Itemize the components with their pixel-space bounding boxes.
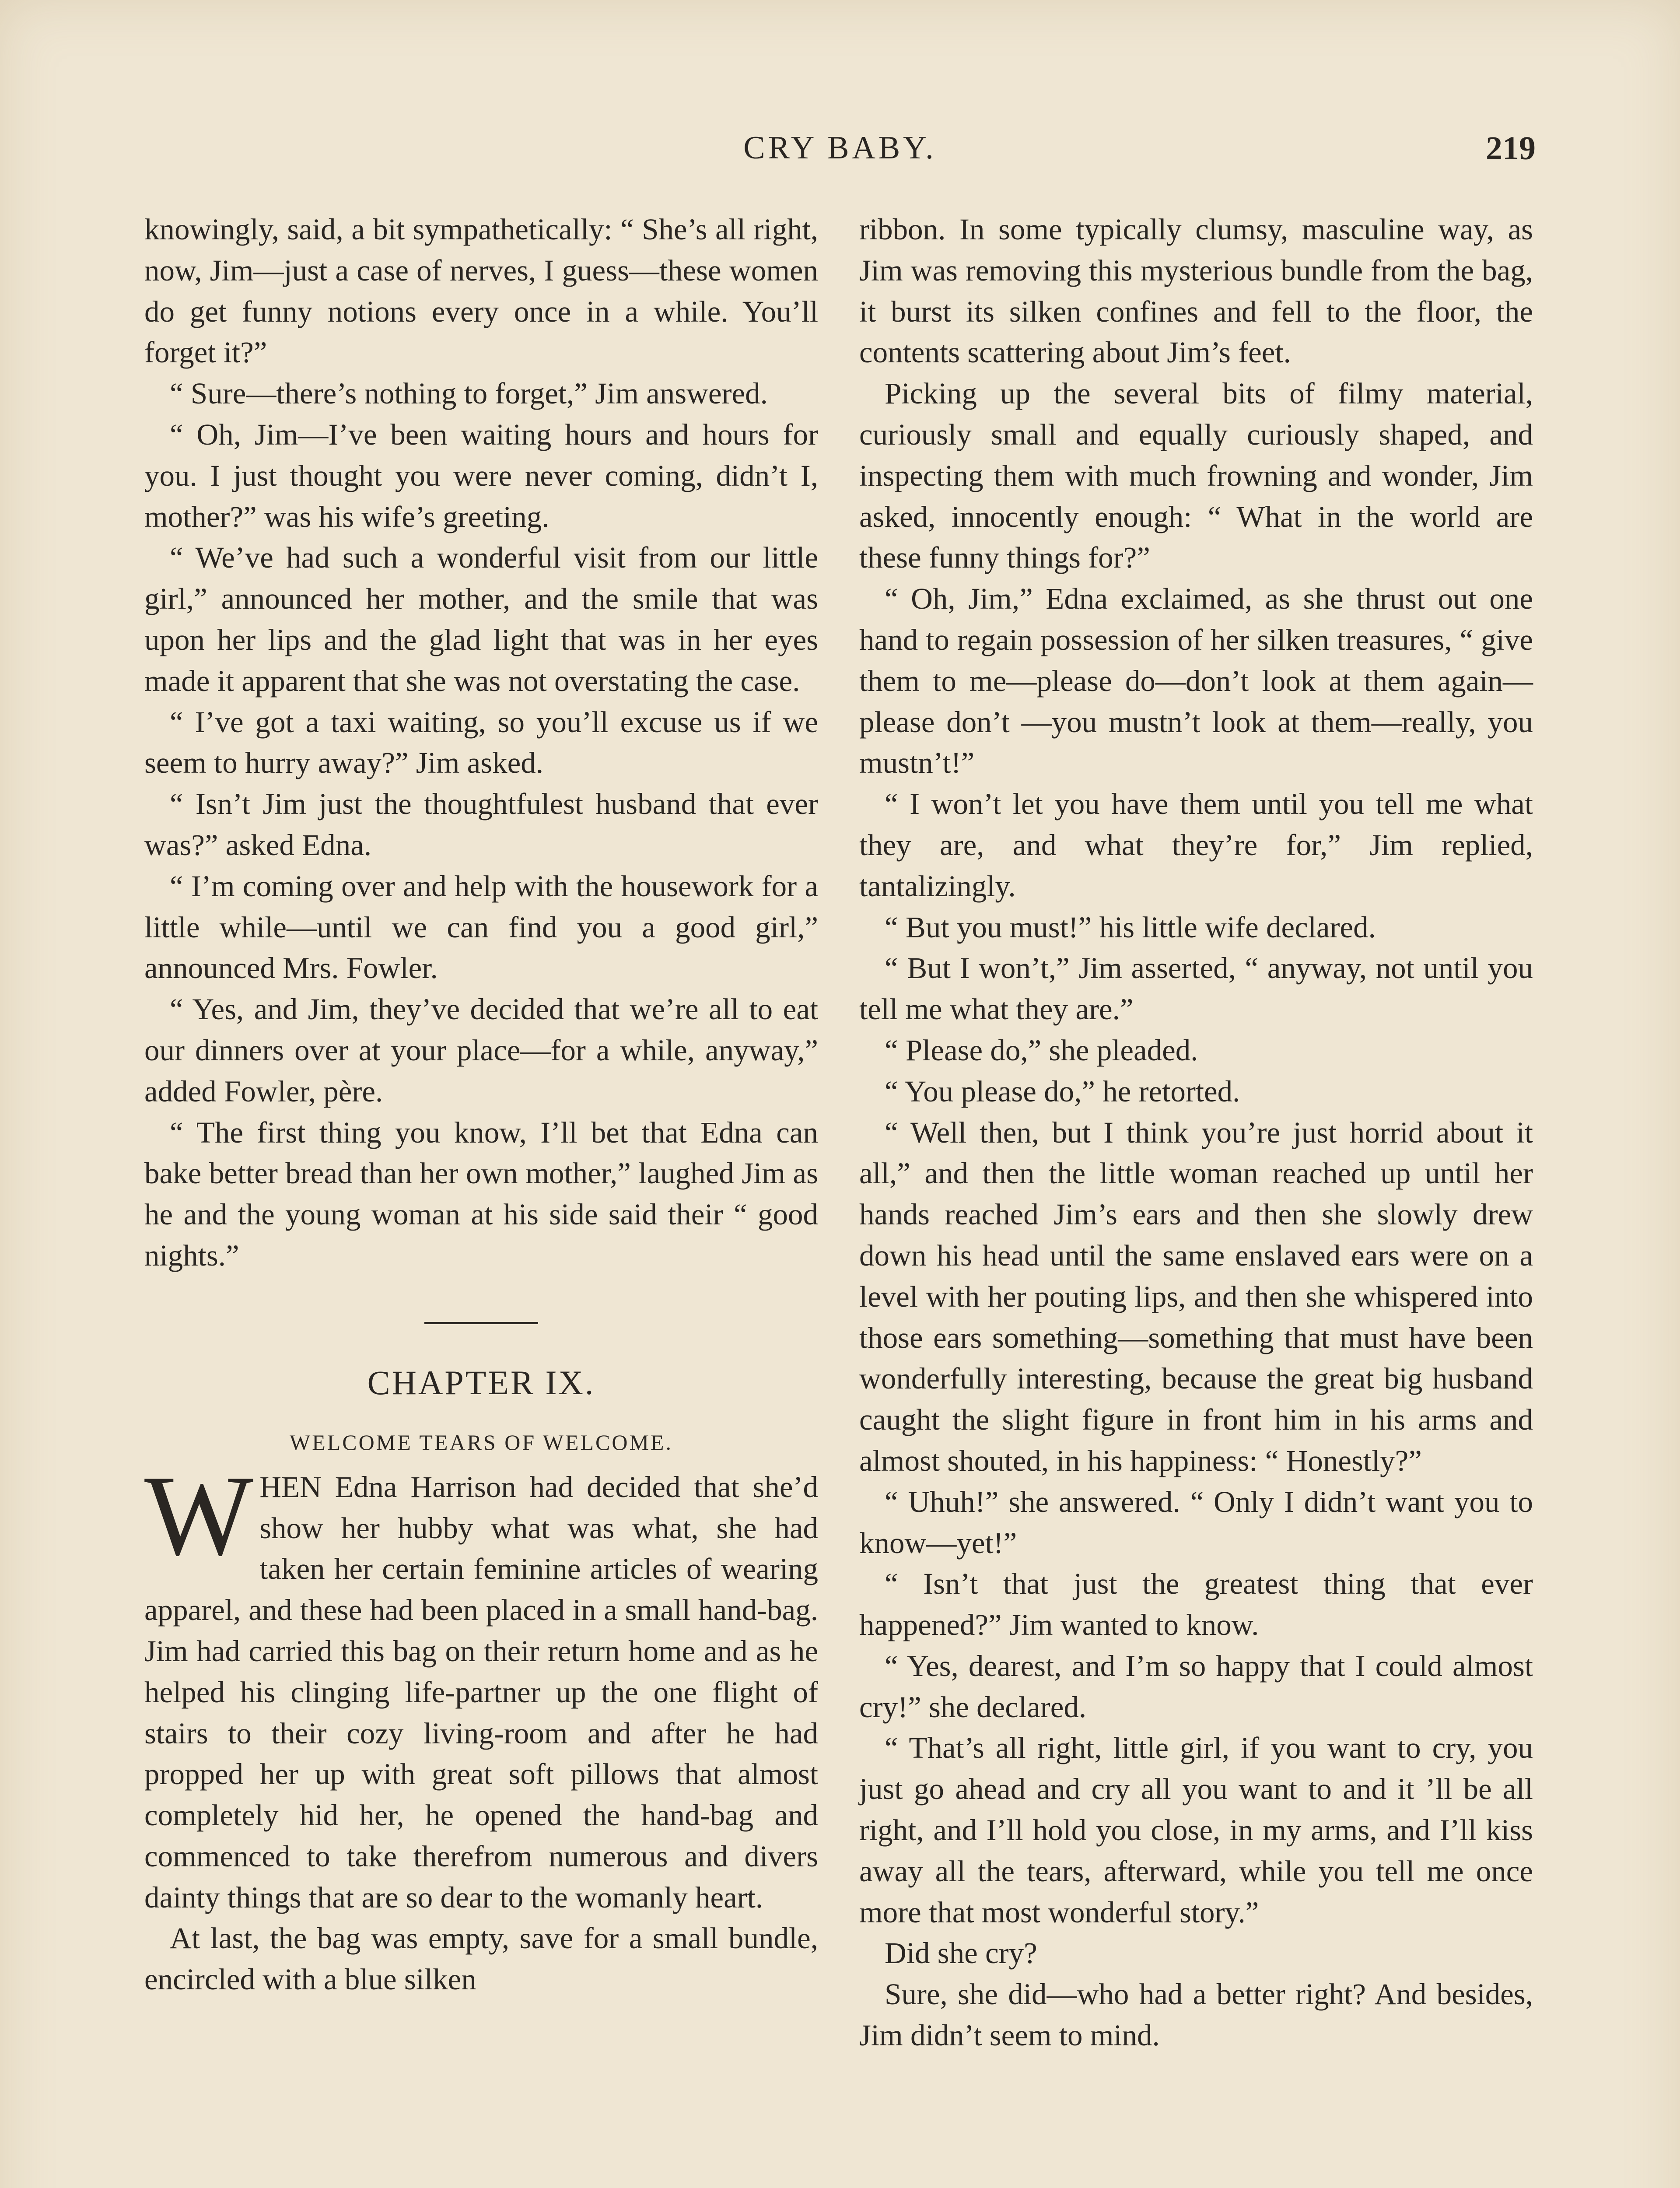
- paragraph: “ Sure—there’s nothing to forget,” Jim answered.: [170, 377, 768, 410]
- paragraph: “ That’s all right, little girl, if you want to cry, you just go ahead and cry all you want to and it ’ll be all right, and I’ll hold you close, in my arms, and I’ll kiss away all the tears, afterward, while you tell me once more that most wonderful story.”: [859, 1731, 1533, 1929]
- paragraph: “ Yes, dearest, and I’m so happy that I could almost cry!” she declared.: [859, 1649, 1533, 1724]
- paragraph: “ Well then, but I think you’re just horrid about it all,” and then the little woman reached up until her hands reached Jim’s ears and then she slowly drew down his head until the same enslaved ears were on a level with her pouting lips, and then she whispered into those ears something—something that must have been wonderfully interesting, because the great big husband caught the slight figure in front him in his arms and almost shouted, in his happiness: “ Honestly?”: [859, 1115, 1533, 1477]
- paragraph: “ Yes, and Jim, they’ve decided that we’re all to eat our dinners over at your place—for a while, anyway,” added Fowler, père.: [144, 992, 818, 1108]
- paragraph: “ Oh, Jim—I’ve been waiting hours and hours for you. I just thought you were never coming, didn’t I, mother?” was his wife’s greeting.: [144, 417, 818, 533]
- paragraph: Did she cry?: [885, 1936, 1037, 1970]
- running-head: [144, 130, 1536, 182]
- paragraph: At last, the bag was empty, save for a small bundle, encircled with a blue silken: [144, 1922, 818, 1996]
- paragraph: “ Isn’t that just the greatest thing that ever happened?” Jim wanted to know.: [859, 1567, 1533, 1642]
- page-number: 219: [1486, 130, 1536, 167]
- paragraph: “ The first thing you know, I’ll bet that Edna can bake better bread than her own mother,” laughed Jim as he and the young woman at his side said their “ good nights.”: [144, 1115, 818, 1272]
- paragraph: Picking up the several bits of filmy material, curiously small and equally curiously shaped, and inspecting them with much frowning and wonder, Jim asked, innocently enough: “ What in the world are these funny things for?”: [859, 377, 1533, 575]
- paragraph: Sure, she did—who had a better right? And besides, Jim didn’t seem to mind.: [859, 1978, 1533, 2052]
- paragraph: “ Please do,” she pleaded.: [885, 1033, 1198, 1067]
- chapter-heading: CHAPTER IX.: [367, 1363, 595, 1402]
- paragraph: “ I won’t let you have them until you tell me what they are, and what they’re for,” Jim replied, tantalizingly.: [859, 787, 1533, 903]
- paragraph: “ I’ve got a taxi waiting, so you’ll excuse us if we seem to hurry away?” Jim asked.: [144, 705, 818, 780]
- paragraph: “ Isn’t Jim just the thoughtfulest husband that ever was?” asked Edna.: [144, 787, 818, 862]
- paragraph: knowingly, said, a bit sympathetically: “ She’s all right, now, Jim—just a case of nerves, I guess—these women do get funny notions every once in a while. You’ll forget it?”: [144, 213, 818, 369]
- paragraph: “ You please do,” he retorted.: [885, 1074, 1240, 1108]
- running-title: CRY BABY.: [743, 130, 937, 166]
- right-column: [859, 209, 1533, 2056]
- paragraph: “ Oh, Jim,” Edna exclaimed, as she thrust out one hand to regain possession of her silken treasures, “ give them to me—please do—don’t look at them again—please don’t —you mustn’t look at them—really, you mustn’t!”: [859, 582, 1533, 780]
- section-divider: [424, 1322, 538, 1324]
- paragraph: “ I’m coming over and help with the housework for a little while—until we can find you a good girl,” announced Mrs. Fowler.: [144, 869, 818, 985]
- paragraph: “ But you must!” his little wife declared.: [885, 910, 1376, 944]
- drop-cap: W: [144, 1452, 254, 1580]
- chapter-subtitle: WELCOME TEARS OF WELCOME.: [290, 1430, 673, 1455]
- left-column: [144, 209, 818, 2000]
- paragraph: “ Uhuh!” she answered. “ Only I didn’t want you to know—yet!”: [859, 1485, 1533, 1560]
- opening-paragraph-text: HEN Edna Harrison had decided that she’d show her hubby what was what, she had taken her certain feminine articles of wearing apparel, and these had been placed in a small hand-bag. Jim had carried this bag on their return home and as he helped his clinging life-partner up the one flight of stairs to their cozy living-room and after he had propped her up with great soft pillows that almost completely hid her, he opened the hand-bag and commenced to take therefrom numerous and divers dainty things that are so dear to the womanly heart.: [144, 1470, 818, 1914]
- paragraph: “ But I won’t,” Jim asserted, “ anyway, not until you tell me what they are.”: [859, 951, 1533, 1026]
- paragraph: “ We’ve had such a wonderful visit from our little girl,” announced her mother, and the smile that was upon her lips and the glad light that was in her eyes made it apparent that she was not overstating the case.: [144, 541, 818, 698]
- paragraph: ribbon. In some typically clumsy, masculine way, as Jim was removing this mysterious bundle from the bag, it burst its silken confines and fell to the floor, the contents scattering about Jim’s feet.: [859, 213, 1533, 369]
- chapter-opening-paragraph: [144, 1452, 818, 1918]
